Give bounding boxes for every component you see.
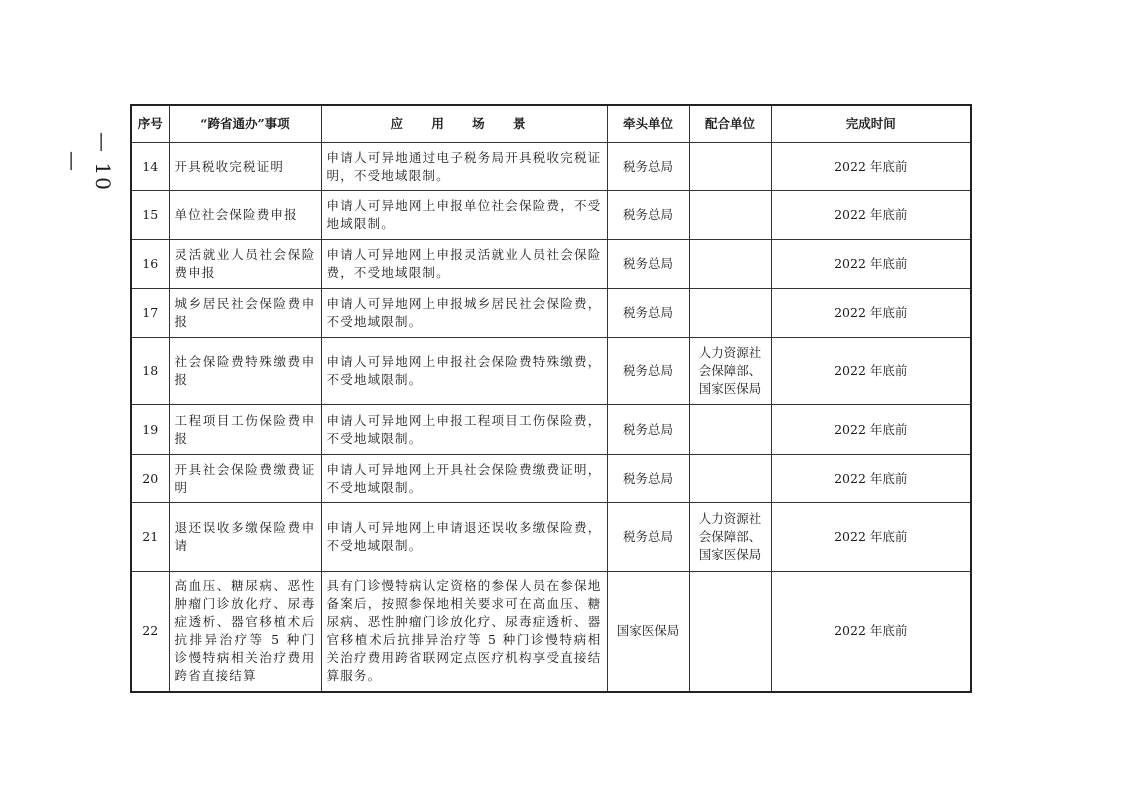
row-lead-unit: 税务总局 bbox=[607, 405, 689, 455]
row-lead-unit: 税务总局 bbox=[607, 503, 689, 572]
table-row bbox=[131, 455, 971, 503]
row-number: 17 bbox=[131, 289, 169, 338]
table-header-row bbox=[131, 105, 971, 143]
row-number: 18 bbox=[131, 338, 169, 405]
row-scene: 申请人可异地通过电子税务局开具税收完税证明，不受地域限制。 bbox=[321, 143, 607, 191]
table-row bbox=[131, 240, 971, 289]
row-lead-unit: 税务总局 bbox=[607, 191, 689, 240]
header-coop-unit: 配合单位 bbox=[689, 105, 771, 143]
row-scene: 申请人可异地网上申报社会保险费特殊缴费，不受地域限制。 bbox=[321, 338, 607, 405]
header-lead-unit: 牵头单位 bbox=[607, 105, 689, 143]
row-coop-unit bbox=[689, 455, 771, 503]
page-number: — 10 — bbox=[61, 132, 115, 192]
row-deadline: 2022 年底前 bbox=[771, 455, 971, 503]
header-scene: 应 用 场 景 bbox=[321, 105, 607, 143]
header-number: 序号 bbox=[131, 105, 169, 143]
row-deadline: 2022 年底前 bbox=[771, 191, 971, 240]
row-scene: 申请人可异地网上申报城乡居民社会保险费，不受地域限制。 bbox=[321, 289, 607, 338]
table-row bbox=[131, 338, 971, 405]
row-number: 16 bbox=[131, 240, 169, 289]
row-coop-unit bbox=[689, 289, 771, 338]
row-lead-unit: 税务总局 bbox=[607, 240, 689, 289]
row-coop-unit: 人力资源社会保障部、国家医保局 bbox=[689, 338, 771, 405]
row-item: 开具税收完税证明 bbox=[169, 143, 321, 191]
row-number: 14 bbox=[131, 143, 169, 191]
row-scene: 申请人可异地网上申报灵活就业人员社会保险费，不受地域限制。 bbox=[321, 240, 607, 289]
row-number: 20 bbox=[131, 455, 169, 503]
row-item: 社会保险费特殊缴费申报 bbox=[169, 338, 321, 405]
row-scene: 申请人可异地网上申请退还误收多缴保险费，不受地域限制。 bbox=[321, 503, 607, 572]
row-number: 19 bbox=[131, 405, 169, 455]
row-lead-unit: 税务总局 bbox=[607, 289, 689, 338]
row-item: 城乡居民社会保险费申报 bbox=[169, 289, 321, 338]
table-row bbox=[131, 572, 971, 692]
row-lead-unit: 税务总局 bbox=[607, 143, 689, 191]
table-row bbox=[131, 289, 971, 338]
row-lead-unit: 税务总局 bbox=[607, 455, 689, 503]
row-deadline: 2022 年底前 bbox=[771, 143, 971, 191]
row-item: 高血压、糖尿病、恶性肿瘤门诊放化疗、尿毒症透析、器官移植术后抗排异治疗等 5 种门诊慢特病相关治疗费用跨省直接结算 bbox=[169, 572, 321, 692]
row-number: 21 bbox=[131, 503, 169, 572]
row-coop-unit bbox=[689, 143, 771, 191]
row-number: 15 bbox=[131, 191, 169, 240]
row-deadline: 2022 年底前 bbox=[771, 289, 971, 338]
row-deadline: 2022 年底前 bbox=[771, 240, 971, 289]
row-coop-unit bbox=[689, 240, 771, 289]
row-coop-unit: 人力资源社会保障部、国家医保局 bbox=[689, 503, 771, 572]
row-coop-unit bbox=[689, 572, 771, 692]
row-deadline: 2022 年底前 bbox=[771, 338, 971, 405]
row-item: 退还误收多缴保险费申请 bbox=[169, 503, 321, 572]
header-deadline: 完成时间 bbox=[771, 105, 971, 143]
row-scene: 具有门诊慢特病认定资格的参保人员在参保地备案后，按照参保地相关要求可在高血压、糖尿病、恶性肿瘤门诊放化疗、尿毒症透析、器官移植术后抗排异治疗等 5 种门诊慢特病相关治疗费用跨省联网定点医疗机构享受直接结算服务。 bbox=[321, 572, 607, 692]
row-lead-unit: 税务总局 bbox=[607, 338, 689, 405]
matters-table bbox=[130, 104, 972, 693]
row-deadline: 2022 年底前 bbox=[771, 405, 971, 455]
row-scene: 申请人可异地网上开具社会保险费缴费证明，不受地域限制。 bbox=[321, 455, 607, 503]
table-row bbox=[131, 191, 971, 240]
row-deadline: 2022 年底前 bbox=[771, 572, 971, 692]
table-row bbox=[131, 405, 971, 455]
table-row bbox=[131, 143, 971, 191]
row-coop-unit bbox=[689, 191, 771, 240]
row-lead-unit: 国家医保局 bbox=[607, 572, 689, 692]
row-number: 22 bbox=[131, 572, 169, 692]
row-scene: 申请人可异地网上申报单位社会保险费，不受地域限制。 bbox=[321, 191, 607, 240]
header-item: “跨省通办”事项 bbox=[169, 105, 321, 143]
row-item: 灵活就业人员社会保险费申报 bbox=[169, 240, 321, 289]
row-item: 开具社会保险费缴费证明 bbox=[169, 455, 321, 503]
table-row bbox=[131, 503, 971, 572]
row-deadline: 2022 年底前 bbox=[771, 503, 971, 572]
row-item: 单位社会保险费申报 bbox=[169, 191, 321, 240]
row-item: 工程项目工伤保险费申报 bbox=[169, 405, 321, 455]
row-coop-unit bbox=[689, 405, 771, 455]
row-scene: 申请人可异地网上申报工程项目工伤保险费，不受地域限制。 bbox=[321, 405, 607, 455]
